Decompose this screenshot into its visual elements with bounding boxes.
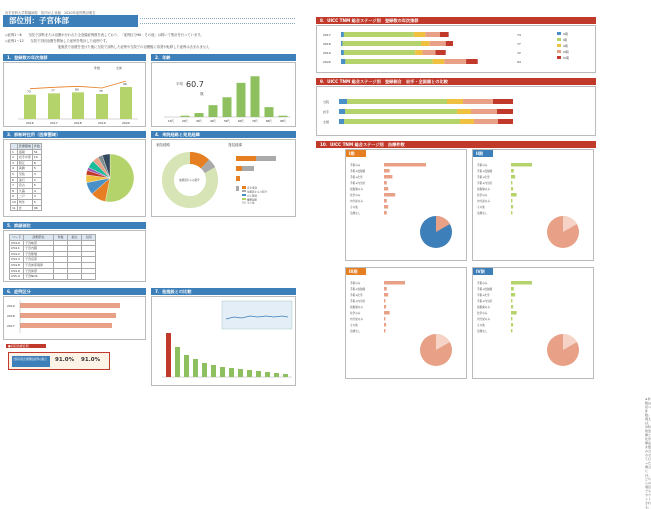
c8-tick-2018: 2018 bbox=[323, 42, 331, 46]
panel-item-label: 手術+放射線 bbox=[477, 170, 493, 173]
table-cell: 4 bbox=[11, 166, 18, 172]
c8-seg-2019-3 bbox=[422, 50, 435, 55]
c8-legend-swatch-1 bbox=[557, 38, 561, 41]
document-header: 岩手医科大学附属病院 院内がん登録 2020年症例集計報告 bbox=[5, 11, 96, 15]
table-cell: C55.9 bbox=[10, 274, 24, 280]
note-3: 他施設で治療を受けた後に当院で診断した症例や当院での治療後に再発や転移した症例は含まれません bbox=[5, 45, 210, 49]
route-donut-slice-orange bbox=[190, 158, 205, 164]
stage-compare-row-3 bbox=[339, 119, 513, 124]
svg-text:全国: 全国 bbox=[323, 120, 330, 124]
panel-item-bar bbox=[384, 199, 387, 203]
section-9-header: 9．UICC TNM 総合ステージ別 登録割合 岩手・全国値との比較 bbox=[316, 78, 596, 85]
panel-item-bar bbox=[384, 205, 388, 209]
c8-seg-2020-4 bbox=[466, 59, 478, 64]
table-cell: 両磐 bbox=[17, 166, 32, 172]
stage-trend-svg bbox=[317, 26, 596, 73]
panel-item-label: 手術+化学 bbox=[477, 176, 490, 179]
c1-bar-2017 bbox=[48, 93, 60, 119]
table-cell: 9 bbox=[11, 194, 18, 200]
c1-value-2020: 96 bbox=[123, 82, 127, 86]
stage-trend-box bbox=[316, 25, 596, 73]
c8-seg-2019-1 bbox=[344, 50, 415, 55]
panel-item-label: 治療なし bbox=[477, 212, 488, 215]
table-cell: 11 bbox=[12, 205, 16, 210]
legend-label: 健康診断 bbox=[247, 197, 258, 201]
discovery-bar-1b bbox=[256, 156, 276, 161]
svg-text:2018: 2018 bbox=[7, 314, 15, 318]
table-cell: 8 bbox=[11, 188, 18, 194]
c8-seg-2019-2 bbox=[415, 50, 422, 55]
treatment-panel-title: II期 bbox=[473, 150, 493, 157]
c2-bar-8 bbox=[279, 116, 288, 117]
c2-bar-5 bbox=[237, 83, 246, 117]
panel-item-bar bbox=[511, 205, 513, 209]
panel-item-bar bbox=[384, 175, 392, 179]
panel-item-label: 手術+内分泌 bbox=[477, 182, 493, 185]
table-cell: 51 bbox=[32, 149, 41, 155]
c8-seg-2020-3 bbox=[444, 59, 466, 64]
c2-tick-5: 60代 bbox=[238, 120, 244, 123]
panel-item-bar bbox=[511, 181, 512, 185]
c8-seg-2018-3 bbox=[430, 41, 446, 46]
table-cell: 8 bbox=[32, 160, 41, 166]
panel-item-bar bbox=[384, 193, 395, 197]
case-flag: ●初回治療症例 bbox=[6, 344, 46, 348]
treatment-panel-3 bbox=[472, 267, 594, 379]
c2-tick-6: 70代 bbox=[252, 120, 258, 123]
c8-seg-2018-2 bbox=[421, 41, 430, 46]
c8-seg-2019-0 bbox=[341, 50, 344, 55]
panel-item-label: 手術+内分泌 bbox=[477, 300, 493, 303]
panel-item-bar bbox=[384, 299, 385, 303]
c1-tick-2020: 2020 bbox=[122, 121, 130, 125]
table-cell: 5 bbox=[32, 199, 41, 205]
stage-compare-box bbox=[316, 86, 596, 136]
c2-tick-1: 20代 bbox=[182, 120, 188, 123]
table-cell: C54.8 bbox=[10, 262, 24, 268]
panel-item-label: 手術+放射線 bbox=[477, 288, 493, 291]
case-bar-2017 bbox=[20, 323, 112, 328]
treatment-panel-2 bbox=[345, 267, 467, 379]
c1-value-2016: 73 bbox=[27, 89, 31, 94]
c8-legend-0: 0期 bbox=[563, 32, 568, 36]
note-1: ◇症例1〜6 当院で診断または治療が行われた全登録症例数を表しており、「症例区分90：その他」は除いて集計を行っています。 bbox=[5, 33, 204, 37]
c1-value-2019: 75 bbox=[99, 89, 103, 93]
route-legend-item bbox=[242, 201, 267, 205]
route-box bbox=[151, 139, 296, 217]
table-cell: 子宮体部 bbox=[24, 268, 54, 274]
panel-item-label: 内分泌のみ bbox=[477, 200, 490, 203]
detail-table bbox=[9, 234, 96, 280]
c2-mean-unit: 歳 bbox=[200, 92, 204, 96]
section-6-header: 6．症例区分 bbox=[3, 288, 146, 295]
c8-legend-2: II期 bbox=[563, 44, 568, 48]
panel-item-label: 治療なし bbox=[350, 212, 361, 215]
table-cell: 久慈 bbox=[17, 188, 32, 194]
c1-tick-2017: 2017 bbox=[50, 121, 58, 125]
table-cell: 2 bbox=[11, 155, 18, 161]
discovery-bar-2 bbox=[236, 166, 242, 171]
section-5-header: 5．詳細部位 bbox=[3, 222, 146, 229]
panel-item-bar bbox=[511, 281, 532, 285]
panel-item-label: 手術+放射線 bbox=[350, 170, 366, 173]
res-header-2: 件数 bbox=[33, 144, 40, 148]
case-bar-2018 bbox=[20, 313, 116, 318]
c1-value-2018: 80 bbox=[75, 87, 79, 92]
treatment-panel-title: III期 bbox=[346, 268, 366, 275]
table-cell: 釜石 bbox=[17, 177, 32, 183]
section-1-header: 1．登録数の年次推移 bbox=[3, 54, 146, 61]
c2-tick-0: 10代 bbox=[168, 120, 174, 123]
panel-item-label: 治療なし bbox=[350, 330, 361, 333]
route-donut-slice-gray bbox=[205, 164, 210, 170]
discovery-bar-1 bbox=[236, 156, 256, 161]
legend-swatch bbox=[242, 198, 246, 201]
panel-item-bar bbox=[384, 329, 385, 333]
case-chart-box bbox=[3, 296, 146, 340]
c2-tick-3: 40代 bbox=[210, 120, 216, 123]
case-ratio-value-2: 91.0% bbox=[81, 357, 101, 363]
panel-item-label: 治療なし bbox=[477, 330, 488, 333]
table-cell bbox=[54, 274, 68, 280]
panel-item-bar bbox=[511, 293, 515, 297]
c2-tick-7: 80代 bbox=[266, 120, 272, 123]
panel-item-bar bbox=[384, 311, 390, 315]
case-ratio-box bbox=[8, 352, 110, 370]
svg-text:岩手: 岩手 bbox=[323, 110, 330, 114]
c8-seg-2017-1 bbox=[344, 32, 414, 37]
c1-tick-2018: 2018 bbox=[74, 121, 82, 125]
left-page bbox=[0, 0, 300, 422]
c8-total-2018: 77 bbox=[517, 42, 521, 46]
table-cell: 10 bbox=[32, 155, 41, 161]
table-cell: 7 bbox=[11, 183, 18, 189]
c8-seg-2020-0 bbox=[341, 59, 345, 64]
table-cell: 10 bbox=[12, 199, 16, 204]
c8-seg-2018-0 bbox=[341, 41, 342, 46]
case-ratio-label: 当院初回治療開始症例の割合 bbox=[12, 356, 50, 367]
section-4-header: 4．来院経路と発見経緯 bbox=[151, 131, 296, 138]
treatment-panel-svg bbox=[346, 268, 466, 378]
table-cell: C54.2 bbox=[10, 251, 24, 257]
table-cell: 5 bbox=[32, 183, 41, 189]
c2-bar-2 bbox=[195, 113, 204, 117]
table-cell: C54.0 bbox=[10, 240, 24, 246]
treatment-panel-title: IV期 bbox=[473, 268, 493, 275]
c8-legend-swatch-2 bbox=[557, 44, 561, 47]
c8-seg-2018-4 bbox=[446, 41, 453, 46]
panel-item-bar bbox=[384, 317, 385, 321]
panel-item-label: 手術+化学 bbox=[477, 294, 490, 297]
c2-bar-1 bbox=[181, 116, 190, 117]
panel-item-label: 手術のみ bbox=[350, 282, 361, 285]
table-cell: 気仙 bbox=[17, 171, 32, 177]
panel-item-label: その他 bbox=[350, 206, 358, 209]
c1-bar-2020 bbox=[120, 87, 132, 119]
discovery-bar-4 bbox=[236, 186, 239, 191]
panel-item-label: 化学のみ bbox=[350, 312, 361, 315]
panel-item-bar bbox=[511, 305, 513, 309]
c8-legend-swatch-4 bbox=[557, 56, 561, 59]
panel-item-bar bbox=[511, 287, 514, 291]
panel-item-label: その他 bbox=[350, 324, 358, 327]
panel-item-label: 手術のみ bbox=[350, 164, 361, 167]
c1-bar-2016 bbox=[24, 95, 36, 119]
c8-tick-2019: 2019 bbox=[323, 51, 331, 55]
c8-legend-swatch-3 bbox=[557, 50, 561, 53]
panel-item-bar bbox=[511, 163, 532, 167]
table-cell: 5 bbox=[32, 166, 41, 172]
c8-seg-2017-4 bbox=[440, 32, 449, 37]
table-cell: 子宮筋層 bbox=[24, 251, 54, 257]
residence-pie bbox=[80, 148, 140, 208]
c8-total-2020: 94 bbox=[517, 60, 521, 64]
panel-item-bar bbox=[384, 293, 388, 297]
c8-seg-2018-1 bbox=[342, 41, 421, 46]
table-cell: 5 bbox=[11, 171, 18, 177]
treatment-panel-svg bbox=[473, 150, 593, 260]
panel-item-label: その他 bbox=[477, 324, 485, 327]
c8-legend-1: I期 bbox=[563, 38, 567, 42]
age-chart bbox=[151, 62, 296, 127]
panel-item-label: 手術+内分泌 bbox=[350, 300, 366, 303]
detail-header-1: 詳細部位 bbox=[24, 235, 54, 241]
table-cell: 1 bbox=[11, 149, 18, 155]
detail-header-2: 件数 bbox=[54, 235, 68, 241]
c8-tick-2020: 2020 bbox=[323, 60, 331, 64]
c1-legend-1: 件数 bbox=[94, 66, 101, 70]
detail-header-0: コード bbox=[10, 235, 24, 241]
annual-trend-svg bbox=[4, 63, 146, 127]
c8-seg-2020-1 bbox=[345, 59, 432, 64]
panel-item-bar bbox=[511, 187, 513, 191]
panel-item-label: 手術+化学 bbox=[350, 294, 363, 297]
c1-tick-2019: 2019 bbox=[98, 121, 106, 125]
panel-item-bar bbox=[511, 193, 517, 197]
age-svg bbox=[152, 63, 296, 127]
c8-total-2019: 72 bbox=[517, 51, 521, 55]
treatment-panel-svg bbox=[346, 150, 466, 260]
c8-seg-2017-3 bbox=[425, 32, 440, 37]
c2-mean-label: 平均 bbox=[176, 82, 183, 86]
panel-item-label: 手術+内分泌 bbox=[350, 182, 366, 185]
svg-text:2019: 2019 bbox=[7, 304, 15, 308]
table-cell: 子宮NOS bbox=[24, 274, 54, 280]
title-divider bbox=[140, 18, 295, 24]
table-cell: 宮古 bbox=[17, 183, 32, 189]
residence-box bbox=[3, 139, 146, 217]
legend-swatch bbox=[242, 186, 246, 189]
case-bar-2019 bbox=[20, 303, 120, 308]
panel-item-bar bbox=[384, 281, 405, 285]
panel-item-bar bbox=[384, 305, 386, 309]
c1-value-2017: 77 bbox=[51, 88, 55, 93]
legend-label: その他 bbox=[247, 201, 255, 205]
table-cell: 96 bbox=[32, 205, 41, 211]
panel-item-bar bbox=[511, 299, 512, 303]
c1-tick-2016: 2016 bbox=[26, 121, 34, 125]
table-cell: 2 bbox=[32, 177, 41, 183]
panel-item-bar bbox=[384, 323, 386, 327]
c8-seg-2017-0 bbox=[341, 32, 344, 37]
table-cell: C54.9 bbox=[10, 268, 24, 274]
comparison-bar-own bbox=[166, 333, 171, 377]
svg-text:当院: 当院 bbox=[323, 100, 330, 104]
panel-item-label: 手術+化学 bbox=[350, 176, 363, 179]
res-header-1: 医療圏域 bbox=[18, 144, 31, 148]
panel-item-label: 内分泌のみ bbox=[350, 318, 363, 321]
panel-item-bar bbox=[511, 211, 512, 215]
treatment-panel-svg bbox=[473, 268, 593, 378]
section-8-header: 8．UICC TNM 総合ステージ別 登録数の年次推移 bbox=[316, 17, 596, 24]
c2-bar-6 bbox=[251, 76, 260, 117]
c8-total-2017: 74 bbox=[517, 33, 521, 37]
table-cell: 子宮体部境界 bbox=[24, 262, 54, 268]
panel-item-bar bbox=[384, 169, 390, 173]
table-cell: 県外 bbox=[17, 199, 32, 205]
table-cell: 4 bbox=[32, 188, 41, 194]
note-2: ◇症例1〜12 当院で初回治療を開始した症例を集計した症例です。 bbox=[5, 39, 110, 43]
case-ratio-value-1: 91.0% bbox=[55, 357, 75, 363]
table-cell: 盛岡 bbox=[17, 149, 32, 155]
panel-item-bar bbox=[384, 287, 387, 291]
c8-seg-2017-2 bbox=[414, 32, 426, 37]
c8-tick-2017: 2017 bbox=[323, 33, 331, 37]
stage-compare-svg bbox=[317, 87, 596, 136]
section-7-header: 7．他施設との比較 bbox=[151, 288, 296, 295]
table-cell: 6 bbox=[11, 177, 18, 183]
section-2-header: 2．年齢 bbox=[151, 54, 296, 61]
panel-item-bar bbox=[511, 317, 512, 321]
residence-table bbox=[10, 143, 42, 211]
treatment-panel-title: I期 bbox=[346, 150, 366, 157]
c8-legend-3: III期 bbox=[563, 50, 569, 54]
c2-bar-7 bbox=[265, 107, 274, 117]
route-right-title: 発見経緯 bbox=[228, 143, 242, 147]
table-cell: 3 bbox=[32, 171, 41, 177]
legend-label: 自主受診 bbox=[247, 186, 258, 190]
section-3-header: 3．診断時住所（医療圏域） bbox=[3, 131, 146, 138]
c2-tick-8: 90代 bbox=[280, 120, 286, 123]
c2-bar-3 bbox=[209, 105, 218, 117]
panel-item-label: 手術のみ bbox=[477, 282, 488, 285]
comparison-box bbox=[151, 296, 296, 386]
c2-bar-4 bbox=[223, 97, 232, 117]
detail-header-4: 全国 bbox=[82, 235, 96, 241]
table-cell: 胆江 bbox=[17, 160, 32, 166]
c8-legend-swatch-0 bbox=[557, 32, 561, 35]
case-summary bbox=[6, 344, 110, 376]
table-cell: 3 bbox=[11, 160, 18, 166]
detail-box bbox=[3, 230, 146, 282]
panel-item-label: 内分泌のみ bbox=[350, 200, 363, 203]
footnote: ※件数は延べ件数。例えば、外科的治療と化学療法を組み合わせて行った場合には、どちらの項目でもカウントされる。 bbox=[645, 397, 651, 509]
case-class-svg bbox=[4, 297, 144, 339]
comparison-bars bbox=[166, 333, 288, 377]
panel-item-label: 手術+放射線 bbox=[350, 288, 366, 291]
panel-item-label: 内分泌のみ bbox=[477, 318, 490, 321]
route-donut-center: 他施設からの紹介 bbox=[179, 179, 200, 182]
panel-item-bar bbox=[384, 163, 426, 167]
treatment-panel-1 bbox=[472, 149, 594, 261]
svg-text:2017: 2017 bbox=[7, 324, 15, 328]
legend-swatch bbox=[242, 194, 246, 197]
table-cell bbox=[68, 274, 82, 280]
c1-bar-2018 bbox=[72, 92, 84, 119]
panel-item-label: 放射線のみ bbox=[477, 306, 490, 309]
c1-legend-2: 全体 bbox=[116, 66, 123, 70]
panel-item-bar bbox=[511, 175, 515, 179]
discovery-bar-2b bbox=[242, 166, 254, 171]
c1-bar-2019 bbox=[96, 94, 108, 119]
legend-label: 他施設からの紹介 bbox=[247, 190, 268, 194]
stage-compare-row-1 bbox=[339, 99, 513, 104]
panel-item-label: 放射線のみ bbox=[477, 188, 490, 191]
panel-item-bar bbox=[511, 199, 512, 203]
c8-seg-2019-4 bbox=[436, 50, 446, 55]
table-cell: 子宮底部 bbox=[24, 257, 54, 263]
table-cell: 3 bbox=[32, 194, 41, 200]
c2-mean-value: 60.7 bbox=[186, 80, 204, 89]
table-row bbox=[11, 205, 42, 211]
table-cell: 子宮内膜 bbox=[24, 246, 54, 252]
panel-item-bar bbox=[511, 329, 512, 333]
panel-item-bar bbox=[384, 211, 387, 215]
table-cell: 子宮峡部 bbox=[24, 240, 54, 246]
route-left-title: 来院経路 bbox=[156, 143, 170, 147]
c8-seg-2020-2 bbox=[433, 59, 445, 64]
detail-header-3: 割合 bbox=[68, 235, 82, 241]
table-cell: C54.1 bbox=[10, 246, 24, 252]
table-cell: 計 bbox=[17, 205, 32, 211]
route-legend bbox=[242, 186, 267, 205]
panel-item-label: その他 bbox=[477, 206, 485, 209]
comparison-inset bbox=[222, 301, 292, 329]
table-cell: 岩手中部 bbox=[18, 155, 31, 160]
panel-item-bar bbox=[384, 181, 387, 185]
panel-item-label: 化学のみ bbox=[477, 312, 488, 315]
page-title: 部位別：子宮体部 bbox=[3, 15, 138, 27]
discovery-bar-3 bbox=[236, 176, 240, 181]
right-page bbox=[300, 0, 651, 509]
panel-item-label: 化学のみ bbox=[477, 194, 488, 197]
annual-trend-chart bbox=[3, 62, 146, 127]
legend-swatch bbox=[242, 201, 246, 204]
panel-item-bar bbox=[511, 311, 517, 315]
panel-item-label: 化学のみ bbox=[350, 194, 361, 197]
legend-label: がん検診 bbox=[247, 193, 258, 197]
panel-item-label: 放射線のみ bbox=[350, 188, 363, 191]
table-cell: 二戸 bbox=[17, 194, 32, 200]
treatment-panel-0 bbox=[345, 149, 467, 261]
table-cell: C54.3 bbox=[10, 257, 24, 263]
section-10-header: 10．UICC TNM 総合ステージ別 治療件数 bbox=[316, 141, 596, 148]
panel-item-label: 手術のみ bbox=[477, 164, 488, 167]
comparison-svg bbox=[152, 297, 296, 385]
panel-item-label: 放射線のみ bbox=[350, 306, 363, 309]
panel-item-bar bbox=[511, 323, 513, 327]
table-cell bbox=[82, 274, 96, 280]
legend-swatch bbox=[242, 190, 246, 193]
stage-compare-row-2 bbox=[339, 109, 513, 114]
c2-tick-2: 30代 bbox=[196, 120, 202, 123]
c8-legend-4: IV期 bbox=[563, 56, 569, 60]
panel-item-bar bbox=[511, 169, 514, 173]
table-row bbox=[10, 274, 96, 280]
c2-tick-4: 50代 bbox=[224, 120, 230, 123]
panel-item-bar bbox=[384, 187, 388, 191]
